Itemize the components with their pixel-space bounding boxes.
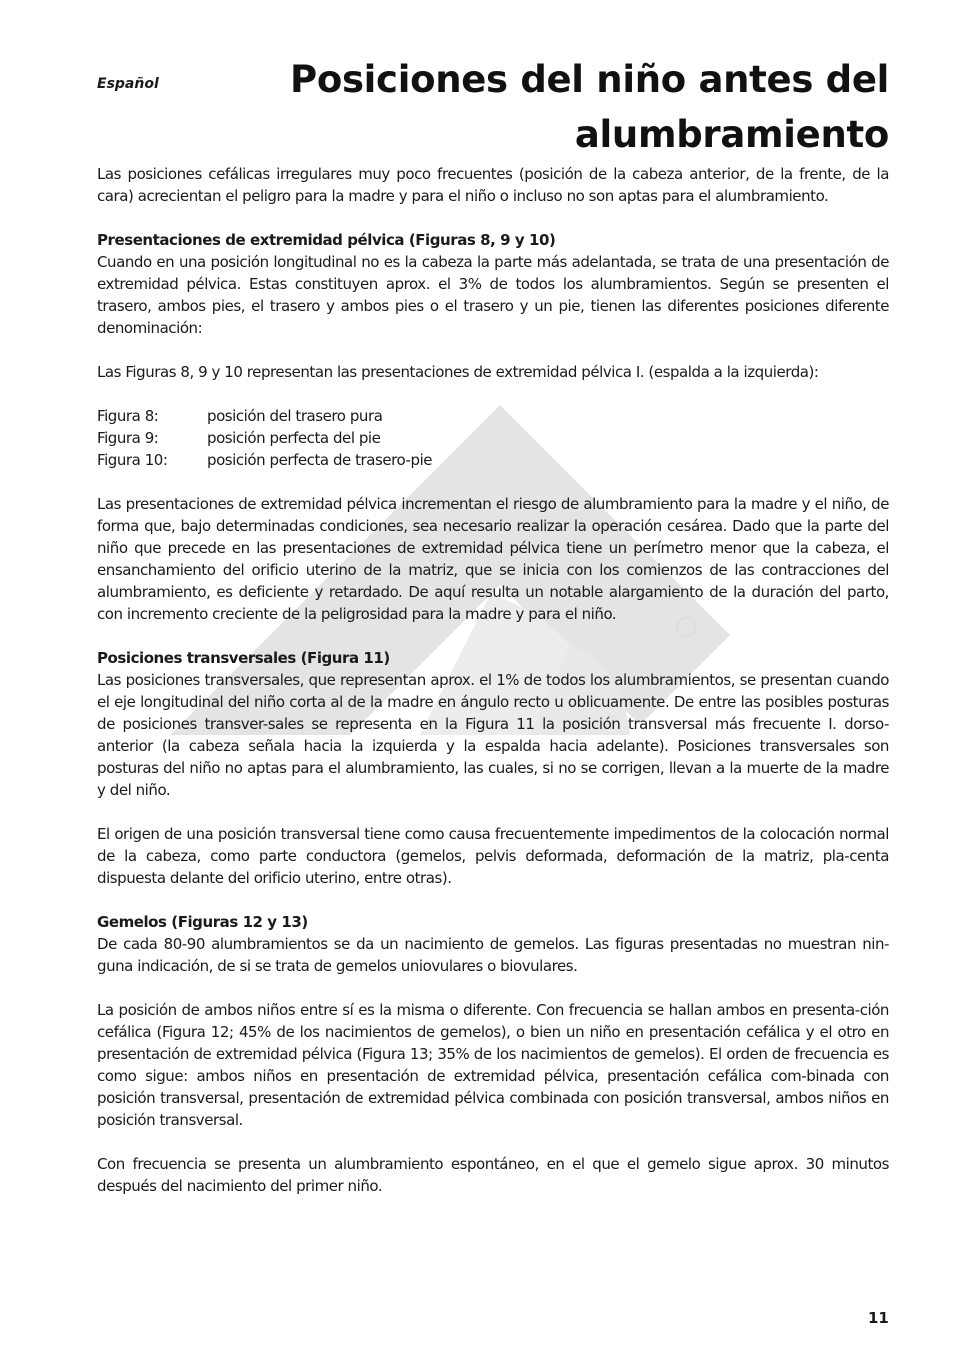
twins-paragraph-3: Con frecuencia se presenta un alumbramiento espontáneo, en el que el gemelo sigue aprox. 30 minutos después del nacimiento del primer niño. xyxy=(97,1155,889,1195)
heading-transverse: Posiciones transversales (Figura 11) xyxy=(97,649,390,667)
figure-list xyxy=(97,405,889,471)
figure-label: Figura 8: xyxy=(97,407,159,425)
breech-paragraph-2: Las Figuras 8, 9 y 10 representan las presentaciones de extremidad pélvica I. (espalda a la izquierda): xyxy=(97,363,819,381)
page-number: 11 xyxy=(868,1309,889,1327)
body-content xyxy=(97,163,889,1197)
figure-list-item xyxy=(97,427,889,449)
page-title xyxy=(289,52,889,162)
figure-list-item xyxy=(97,405,889,427)
figure-description: posición perfecta de trasero-pie xyxy=(207,451,433,469)
twins-paragraph-1: De cada 80-90 alumbramientos se da un nacimiento de gemelos. Las figuras presentadas no muestran nin-guna indicación, de si se trata de gemelos uniovulares o biovulares. xyxy=(97,935,889,975)
breech-paragraph-3: Las presentaciones de extremidad pélvica incrementan el riesgo de alumbramiento para la madre y el niño, de forma que, bajo determinadas condiciones, sea necesario realizar la operación cesárea. Dado que la parte del niño que precede en las presentaciones de extremidad pélvica tiene un perímetro menor que la cabeza, el ensanchamiento del orificio uterino de la matriz, que se inicia con los comienzos de las contracciones del alumbramiento, es deficiente y retardado. De aquí resulta un notable alargamiento de la duración del parto, con incremento creciente de la peligrosidad para la madre y para el niño. xyxy=(97,495,889,623)
figure-description: posición del trasero pura xyxy=(207,407,383,425)
figure-label: Figura 10: xyxy=(97,451,168,469)
figure-label: Figura 9: xyxy=(97,429,159,447)
title-line-2: alumbramiento xyxy=(574,113,889,156)
heading-twins: Gemelos (Figuras 12 y 13) xyxy=(97,913,308,931)
breech-paragraph-1: Cuando en una posición longitudinal no es la cabeza la parte más adelantada, se trata de una presentación de extremidad pélvica. Estas constituyen aprox. el 3% de todos los alumbramientos. Según se presenten el trasero, ambos pies, el trasero y ambos pies o el trasero y un pie, tienen las diferentes posiciones diferente denominación: xyxy=(97,253,889,337)
language-label: Español xyxy=(97,76,159,92)
title-line-1: Posiciones del niño antes del xyxy=(290,58,889,101)
transverse-paragraph-2: El origen de una posición transversal tiene como causa frecuentemente impedimentos de la colocación normal de la cabeza, como parte conductora (gemelos, pelvis deformada, deformación de la matriz, pla-centa dispuesta delante del orificio uterino, entre otras). xyxy=(97,825,889,887)
figure-description: posición perfecta del pie xyxy=(207,429,381,447)
figure-list-item xyxy=(97,449,889,471)
heading-breech: Presentaciones de extremidad pélvica (Figuras 8, 9 y 10) xyxy=(97,231,556,249)
transverse-paragraph-1: Las posiciones transversales, que representan aprox. el 1% de todos los alumbramientos, se presentan cuando el eje longitudinal del niño corta al de la madre en ángulo recto u oblicuamente. De entre las posibles posturas de posiciones transver-sales se representa en la Figura 11 la posición transversal más frecuente I. dorso-anterior (la cabeza señala hacia la izquierda y la espalda hacia adelante). Posiciones transversales son posturas del niño no aptas para el alumbramiento, las cuales, si no se corrigen, llevan a la muerte de la madre y del niño. xyxy=(97,671,889,799)
twins-paragraph-2: La posición de ambos niños entre sí es la misma o diferente. Con frecuencia se hallan ambos en presenta-ción cefálica (Figura 12; 45% de los nacimientos de gemelos), o bien un niño en presentación cefálica y el otro en presentación de extremidad pélvica (Figura 13; 35% de los nacimientos de gemelos). El orden de frecuencia es como sigue: ambos niños en presentación de extremidad pélvica, presentación cefálica com-binada con posición transversal, presentación de extremidad pélvica combinada con posición transversal, ambos niños en posición transversal. xyxy=(97,1001,889,1129)
intro-paragraph: Las posiciones cefálicas irregulares muy poco frecuentes (posición de la cabeza anterior, de la frente, de la cara) acrecientan el peligro para la madre y para el niño o incluso no son aptas para el alumbramiento. xyxy=(97,165,889,205)
